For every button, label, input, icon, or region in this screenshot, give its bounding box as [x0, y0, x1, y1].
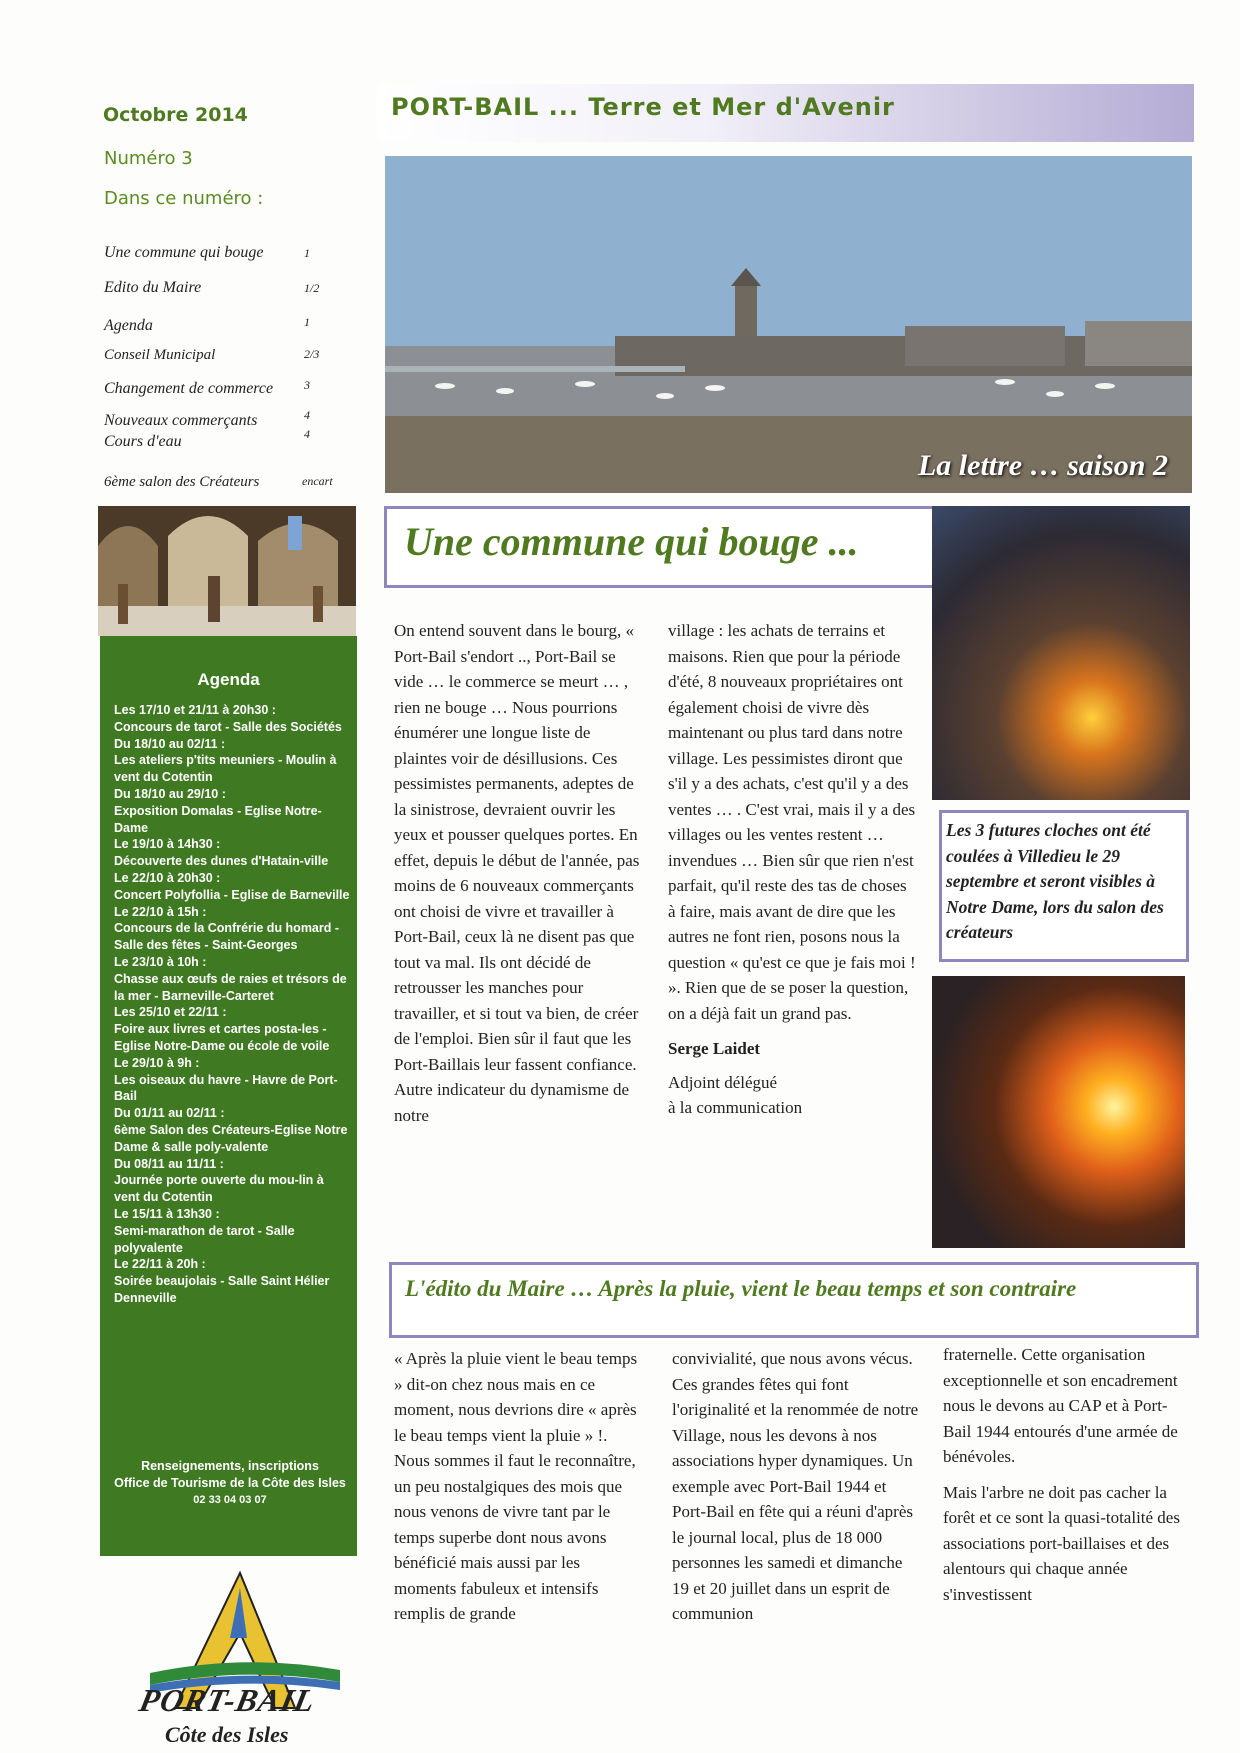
agenda-date: Le 29/10 à 9h : [114, 1055, 200, 1070]
agenda-date: Le 23/10 à 10h : [114, 954, 207, 969]
toc-heading: Dans ce numéro : [104, 188, 264, 209]
agenda-title: Agenda [197, 670, 260, 689]
agenda-event: Exposition Domalas - Eglise Notre-Dame [114, 803, 322, 835]
agenda-date: Du 01/11 au 02/11 : [114, 1106, 225, 1121]
agenda-event: Chasse aux œufs de raies et trésors de la mer - Barneville-Carteret [114, 971, 347, 1003]
edito-column-3-para-2: Mais l'arbre ne doit pas cacher la forêt et ce sont la quasi-totalité des associations port-baillaises et des alentours qui chaque année s'investissent [943, 1482, 1180, 1604]
toc-item[interactable] [104, 317, 344, 335]
toc-item-title: Conseil Municipal [104, 347, 216, 363]
article-column-2-text: village : les achats de terrains et maisons. Rien que pour la période d'été, 8 nouveaux propriétaires ont également choisi de vivre dès maintenant ou plus tard dans notre village. Les pessimistes diront que s'il y a des achats, c'est qu'il y a des ventes … . C'est vrai, mais il y a des villages ou les ventes restent … invendues … Bien sûr que rien n'est parfait, qu'il reste des tas de choses à faire, mais avant de dire que les autres ne font rien, posons nous la question « qu'est ce que je fais moi ! ». Rien que de se poser la question, on a déjà fait un grand pas. [668, 621, 916, 1023]
agenda-event: Les oiseaux du havre - Havre de Port-Bail [114, 1072, 338, 1104]
toc-item-title: Nouveaux commerçants [104, 412, 258, 429]
toc-item[interactable] [104, 279, 344, 297]
edito-column-3-para-1: fraternelle. Cette organisation exceptionnelle et son encadrement nous le devons au CAP et à Port-Bail 1944 entourés d'une armée de bénévoles. [943, 1345, 1178, 1466]
toc-item-title: Changement de commerce [104, 380, 274, 397]
toc-item-title: Une commune qui bouge [104, 244, 264, 261]
church-exhibition-photo [98, 506, 356, 636]
toc-item[interactable] [104, 427, 344, 451]
toc-item-page: encart [302, 474, 333, 488]
church-interior-image [98, 506, 356, 636]
agenda-item [114, 904, 350, 954]
agenda-item [114, 954, 350, 1004]
agenda-date: Les 25/10 et 22/11 : [114, 1005, 227, 1020]
edito-column-3 [943, 1342, 1193, 1607]
agenda-event: Semi-marathon de tarot - Salle polyvalente [114, 1223, 295, 1255]
foundry-pouring-photo [932, 976, 1185, 1248]
edito-column-2: convivialité, que nous avons vécus. Ces grandes fêtes qui font l'originalité et la renommée de notre Village, nous les devons à nos associations hyper dynamiques. Un exemple avec Port-Bail 1944 et Port-Bail en fête qui a réuni d'après le journal local, plus de 18 000 personnes les samedi et dimanche 19 et 20 juillet dans un esprit de communion [672, 1349, 919, 1623]
toc-item-page: 2/3 [304, 347, 320, 361]
port-bail-logo-icon [135, 1558, 350, 1748]
toc-item[interactable] [104, 380, 344, 398]
agenda-date: Le 22/11 à 20h : [114, 1257, 206, 1272]
agenda-item [114, 1105, 350, 1155]
article-headline: Une commune qui bouge ... [404, 519, 859, 564]
agenda-date: Le 19/10 à 14h30 : [114, 837, 221, 852]
toc-item-page: 3 [304, 378, 310, 392]
agenda-date: Le 22/10 à 20h30 : [114, 870, 221, 885]
agenda-event: Concours de la Confrérie du homard - Salle des fêtes - Saint-Georges [114, 921, 340, 953]
agenda-event: Soirée beaujolais - Salle Saint Hélier Denneville [114, 1274, 330, 1305]
toc-item[interactable] [104, 244, 344, 262]
toc-item-page: 1 [304, 315, 310, 329]
agenda-contact-phone[interactable]: 02 33 04 03 07 [193, 1494, 267, 1506]
agenda-item [114, 736, 350, 786]
agenda-item [114, 870, 350, 904]
agenda-item [114, 1156, 350, 1206]
logo-tagline: Côte des Isles [165, 1722, 289, 1747]
agenda-item [114, 1256, 350, 1306]
toc-item-page: 1/2 [304, 281, 320, 295]
toc-item-title: Agenda [104, 317, 153, 334]
issue-number: Numéro 3 [104, 148, 193, 169]
agenda-item [114, 1206, 350, 1256]
author-name: Serge Laidet [668, 1039, 761, 1058]
logo-wordmark: PORT-BAIL [136, 1682, 319, 1718]
agenda-date: Le 22/10 à 15h : [114, 904, 207, 919]
toc-item-page: 4 [304, 408, 310, 422]
toc-item-page: 4 [304, 427, 310, 441]
agenda-item [114, 1004, 350, 1054]
agenda-contact-line: Renseignements, inscriptions [141, 1459, 319, 1473]
author-role: Adjoint délégué [668, 1072, 778, 1092]
agenda-event: Foire aux livres et cartes posta-les - Eglise Notre-Dame ou école de voile [114, 1022, 330, 1053]
agenda-event: Journée porte ouverte du mou-lin à vent du Cotentin [114, 1173, 324, 1205]
agenda-date: Du 08/11 au 11/11 : [114, 1156, 224, 1171]
hero-photo [385, 156, 1192, 493]
agenda-event: Découverte des dunes d'Hatain-ville [114, 854, 329, 869]
toc-item-title: Edito du Maire [104, 279, 202, 296]
toc-item[interactable] [104, 347, 344, 364]
harbour-village-image [385, 156, 1192, 493]
agenda-list [114, 702, 350, 1307]
agenda-item [114, 836, 350, 870]
hero-caption: La lettre … saison 2 [917, 449, 1168, 482]
agenda-item [114, 786, 350, 836]
agenda-contact [110, 1458, 350, 1509]
author-role-2: à la communication [668, 1098, 803, 1117]
issue-date: Octobre 2014 [103, 104, 248, 126]
agenda-event: 6ème Salon des Créateurs-Eglise Notre Dame & salle poly-valente [114, 1122, 348, 1154]
agenda-contact-office: Office de Tourisme de la Côte des Isles [114, 1476, 346, 1490]
agenda-date: Du 18/10 au 02/11 : [114, 736, 226, 751]
bells-caption: Les 3 futures cloches ont été coulées à Villedieu le 29 septembre et seront visibles à Notre Dame, lors du salon des créateurs [946, 820, 1164, 942]
agenda-event: Les ateliers p'tits meuniers - Moulin à vent du Cotentin [114, 753, 337, 785]
agenda-date: Le 15/11 à 13h30 : [114, 1206, 220, 1221]
article-column-1: On entend souvent dans le bourg, « Port-Bail s'endort .., Port-Bail se vide … le commerce se meurt … , rien ne bouge … Nous pourrions énumérer une longue liste de plaintes voir de désillusions. Ces pessimistes permanents, adeptes de la sinistrose, devraient ouvrir les yeux et pousser quelques portes. En effet, depuis le début de l'année, pas moins de 6 nouveaux commerçants ont choisi de vivre et travailler à Port-Bail, ceux là ne disent pas que tout va mal. Ils ont décidé de retrousser les manches pour travailler, et si tout va bien, de créer de l'emploi. Bien sûr il faut que les Port-Baillais leur fassent confiance. Autre indicateur du dynamisme de notre [394, 621, 640, 1125]
agenda-event: Concert Polyfollia - Eglise de Barneville [114, 887, 350, 902]
toc-item-page: 1 [304, 246, 310, 260]
masthead-title: PORT-BAIL ... Terre et Mer d'Avenir [391, 93, 895, 121]
toc-item-title: 6ème salon des Créateurs [104, 474, 260, 490]
agenda-item [114, 702, 350, 736]
toc-item[interactable] [104, 474, 344, 491]
edito-title: L'édito du Maire … Après la pluie, vient le beau temps et son contraire [405, 1276, 1077, 1301]
agenda-item [114, 1055, 350, 1105]
agenda-event: Concours de tarot - Salle des Sociétés [114, 719, 342, 734]
agenda-panel [100, 636, 357, 1556]
article-column-2 [668, 618, 918, 1121]
agenda-date: Du 18/10 au 29/10 : [114, 786, 226, 801]
edito-column-1: « Après la pluie vient le beau temps » dit-on chez nous mais en ce moment, nous devrions dire « après le beau temps vient la pluie » !. Nous sommes il faut le reconnaître, un peu nostalgiques des mois que nous venons de vivre tant par le temps superbe dont nous avons bénéficié mais aussi par les moments fabuleux et intensifs remplis de grande [394, 1349, 638, 1623]
bell-casting-photo [932, 506, 1190, 800]
toc-item-title: Cours d'eau [104, 433, 182, 450]
agenda-date: Les 17/10 et 21/11 à 20h30 : [114, 703, 276, 717]
